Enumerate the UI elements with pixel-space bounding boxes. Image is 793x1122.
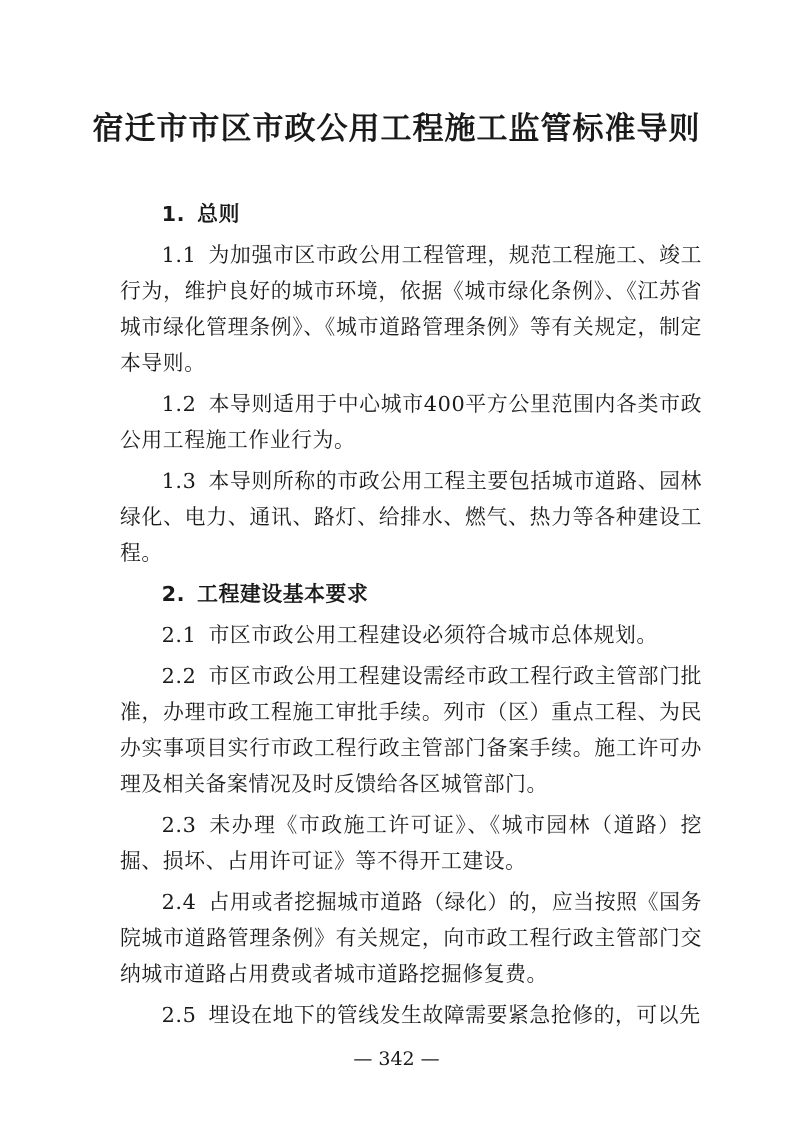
clause-2-4 xyxy=(120,884,702,992)
clause-2-3 xyxy=(120,807,702,879)
clause-2-2 xyxy=(120,658,702,802)
clause-text: 未办理《市政施工许可证》、《城市园林（道路）挖掘、损坏、占用许可证》等不得开工建设。 xyxy=(120,813,702,873)
section-number: 1. xyxy=(161,202,186,226)
clause-number: 1.2 xyxy=(161,392,197,416)
clause-number: 2.1 xyxy=(161,623,197,647)
section-heading-1 xyxy=(120,196,702,232)
clause-text: 市区市政公用工程建设必须符合城市总体规划。 xyxy=(208,623,658,647)
clause-2-5 xyxy=(120,997,702,1033)
section-number: 2. xyxy=(161,582,186,606)
clause-number: 2.4 xyxy=(161,890,197,914)
clause-text: 占用或者挖掘城市道路（绿化）的，应当按照《国务院城市道路管理条例》有关规定，向市政工程行政主管部门交纳城市道路占用费或者城市道路挖掘修复费。 xyxy=(120,890,702,986)
clause-1-2 xyxy=(120,386,702,458)
clause-number: 2.3 xyxy=(161,813,197,837)
clause-text: 本导则适用于中心城市400平方公里范围内各类市政公用工程施工作业行为。 xyxy=(120,392,702,452)
clause-text: 为加强市区市政公用工程管理，规范工程施工、竣工行为，维护良好的城市环境，依据《城市绿化条例》、《江苏省城市绿化管理条例》、《城市道路管理条例》等有关规定，制定本导则。 xyxy=(120,243,702,375)
document-body xyxy=(120,196,702,1038)
clause-number: 2.2 xyxy=(161,664,197,688)
clause-number: 1.1 xyxy=(161,243,197,267)
section-heading-text: 总则 xyxy=(197,202,240,226)
clause-1-3 xyxy=(120,463,702,571)
page-number: — 342 — xyxy=(353,1048,440,1070)
clause-text: 埋设在地下的管线发生故障需要紧急抢修的，可以先 xyxy=(208,1003,701,1027)
clause-1-1 xyxy=(120,237,702,381)
clause-text: 本导则所称的市政公用工程主要包括城市道路、园林绿化、电力、通讯、路灯、给排水、燃气、热力等各种建设工程。 xyxy=(120,469,702,565)
clause-number: 1.3 xyxy=(161,469,197,493)
section-heading-text: 工程建设基本要求 xyxy=(197,582,369,606)
clause-text: 市区市政公用工程建设需经市政工程行政主管部门批准，办理市政工程施工审批手续。列市（区）重点工程、为民办实事项目实行市政工程行政主管部门备案手续。施工许可办理及相关备案情况及时反馈给各区城管部门。 xyxy=(120,664,702,796)
document-title: 宿迁市市区市政公用工程施工监管标准导则 xyxy=(92,111,701,147)
clause-number: 2.5 xyxy=(161,1003,197,1027)
clause-2-1 xyxy=(120,617,702,653)
section-heading-2 xyxy=(120,576,702,612)
